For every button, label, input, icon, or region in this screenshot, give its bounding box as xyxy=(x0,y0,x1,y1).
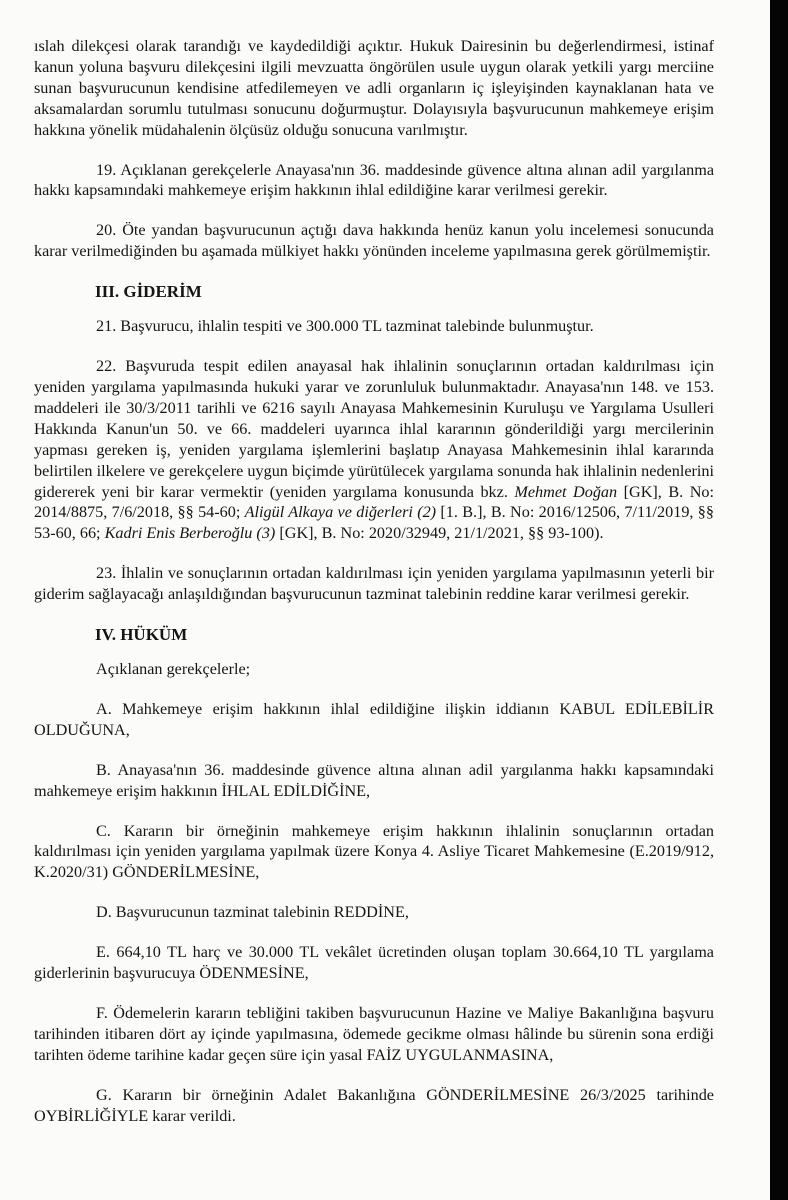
case-ref-3: [GK], B. No: 2020/32949, 21/1/2021, §§ 93-100). xyxy=(279,524,604,543)
verdict-intro: Açıklanan gerekçelerle; xyxy=(96,660,251,679)
paragraph-18-continued: ıslah dilekçesi olarak tarandığı ve kaydedildiği açıktır. Hukuk Dairesinin bu değerlendirmesi, istinaf kanun yoluna başvuru dilekçesini ilgili mevzuatta öngörülen usule uygun olarak yetkili yargı merciine sunan başvurucunun kendisine atfedilemeyen ve adli organların iç işleyişinden kaynaklanan hata ve aksamalardan sorumlu tutulması sonucunu doğurmuştur. Dolayısıyla başvurucunun mahkemeye erişim hakkına yönelik müdahalenin ölçüsüz olduğu sonucuna varılmıştır. xyxy=(34,37,714,139)
case-name-mehmet-dogan: Mehmet Doğan xyxy=(514,482,618,501)
screen-edge xyxy=(770,0,788,1200)
paragraph-21: 21. Başvurucu, ihlalin tespiti ve 300.000 TL tazminat talebinde bulunmuştur. xyxy=(96,317,594,336)
paragraph-22 xyxy=(34,356,714,544)
verdict-item-a: A. Mahkemeye erişim hakkının ihlal edildiğine ilişkin iddianın KABUL EDİLEBİLİR OLDUĞUNA, xyxy=(34,699,714,739)
verdict-item-g: G. Kararın bir örneğinin Adalet Bakanlığına GÖNDERİLMESİNE 26/3/2025 tarihinde OYBİRLİĞİYLE karar verildi. xyxy=(34,1085,714,1125)
document-body xyxy=(34,36,714,1127)
section-heading-hukum: IV. HÜKÜM xyxy=(95,625,188,645)
paragraph-23: 23. İhlalin ve sonuçlarının ortadan kaldırılması için yeniden yargılama yapılmasının yeterli bir giderim sağlayacağı anlaşıldığından başvurucunun tazminat talebinin reddine karar verilmesi gerekir. xyxy=(34,564,714,604)
verdict-item-d: D. Başvurucunun tazminat talebinin REDDİNE, xyxy=(96,903,409,922)
case-name-kadri-enis-berberoglu: Kadri Enis Berberoğlu (3) xyxy=(104,524,276,543)
verdict-item-f: F. Ödemelerin kararın tebliğini takiben başvurucunun Hazine ve Maliye Bakanlığına başvuru tarihinden itibaren dört ay içinde yapılmasına, ödemede gecikme olması hâlinde bu sürenin sona erdiği tarihten ödeme tarihine kadar geçen süre için yasal FAİZ UYGULANMASINA, xyxy=(34,1004,714,1064)
case-name-aligul-alkaya: Aligül Alkaya ve diğerleri (2) xyxy=(244,503,437,522)
case-ref-2: [1. B.], B. No: 2016/12506, 7/11/2019, §§ 53-60, 66; xyxy=(34,503,714,543)
paragraph-19: 19. Açıklanan gerekçelerle Anayasa'nın 36. maddesinde güvence altına alınan adil yargılanma hakkı kapsamındaki mahkemeye erişim hakkının ihlal edildiğine karar verilmesi gerekir. xyxy=(34,160,714,200)
verdict-item-c: C. Kararın bir örneğinin mahkemeye erişim hakkının ihlalinin sonuçlarının ortadan kaldırılması için yeniden yargılama yapılmak üzere Konya 4. Asliye Ticaret Mahkemesine (E.2019/912, K.2020/31) GÖNDERİLMESİNE, xyxy=(34,821,714,882)
paragraph-22-text: 22. Başvuruda tespit edilen anayasal hak ihlalinin sonuçlarının ortadan kaldırılması için yeniden yargılama yapılmasında hukuki yarar ve zorunluluk bulunmaktadır. Anayasa'nın 148. ve 153. maddeleri ile 30/3/2011 tarihli ve 6216 sayılı Anayasa Mahkemesinin Kuruluşu ve Yargılama Usulleri Hakkında Kanun'un 50. ve 66. maddeleri uyarınca ihlal kararının gönderildiği yargı mercilerinin yapması gereken iş, yeniden yargılama işlemlerini başlatıp Anayasa Mahkemesinin ihlal kararında belirtilen ilkelere ve gerekçelere uygun biçimde yürütülecek yargılama sonunda hak ihlalinin nedenlerini gidererek yeni bir karar vermektir (yeniden yargılama konusunda bkz. xyxy=(34,357,714,501)
paragraph-20: 20. Öte yandan başvurucunun açtığı dava hakkında henüz kanun yolu incelemesi sonucunda karar verilmediğinden bu aşamada mülkiyet hakkı yönünden inceleme yapılmasına gerek görülmemiştir. xyxy=(34,221,714,261)
verdict-item-e: E. 664,10 TL harç ve 30.000 TL vekâlet ücretinden oluşan toplam 30.664,10 TL yargılama giderlerinin başvurucuya ÖDENMESİNE, xyxy=(34,943,714,983)
section-heading-giderim: III. GİDERİM xyxy=(95,282,202,302)
case-ref-1: [GK], B. No: 2014/8875, 7/6/2018, §§ 54-60; xyxy=(34,482,714,522)
verdict-item-b: B. Anayasa'nın 36. maddesinde güvence altına alınan adil yargılanma hakkı kapsamındaki mahkemeye erişim hakkının İHLAL EDİLDİĞİNE, xyxy=(34,760,714,800)
